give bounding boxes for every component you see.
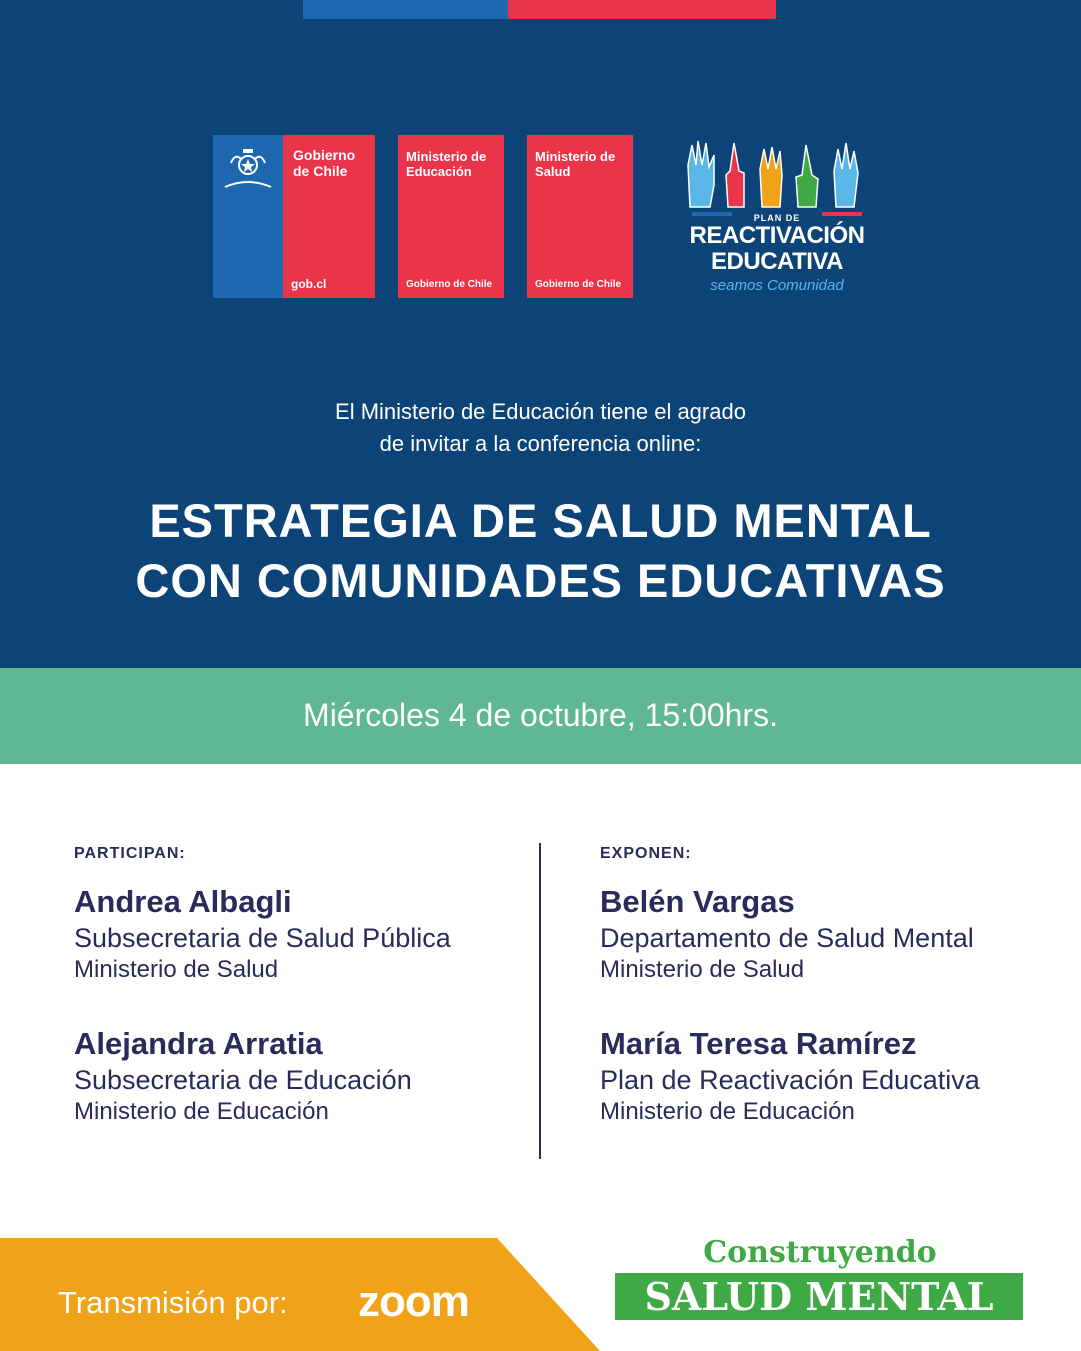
gobierno-logo-blue bbox=[213, 135, 283, 298]
participant-name: Alejandra Arratia bbox=[74, 1026, 323, 1061]
campaign-line1: Construyendo bbox=[703, 1235, 937, 1270]
invitation-text bbox=[0, 396, 1081, 460]
reactivacion-small-label: PLAN DE bbox=[753, 213, 801, 223]
speaker-role: Plan de Reactivación Educativa bbox=[600, 1065, 980, 1095]
speaker-org: Ministerio de Educación bbox=[600, 1098, 855, 1125]
exponen-label: EXPONEN: bbox=[600, 845, 692, 862]
zoom-logo: zoom bbox=[358, 1277, 469, 1326]
column-divider bbox=[539, 843, 541, 1159]
reactivacion-title-line1: REACTIVACIÓN bbox=[689, 222, 865, 249]
participant-role: Subsecretaria de Educación bbox=[74, 1065, 412, 1095]
speaker-name: María Teresa Ramírez bbox=[600, 1026, 917, 1061]
participant-org: Ministerio de Educación bbox=[74, 1098, 329, 1125]
salud-logo-footer: Gobierno de Chile bbox=[535, 279, 622, 290]
speaker-card bbox=[600, 883, 1070, 985]
speaker-card bbox=[600, 1025, 1070, 1127]
speaker-name: Belén Vargas bbox=[600, 884, 795, 919]
speaker-role: Departamento de Salud Mental bbox=[600, 923, 974, 953]
event-title-line2: CON COMUNIDADES EDUCATIVAS bbox=[135, 554, 946, 607]
raised-hands-icon bbox=[684, 135, 874, 210]
transmission-label: Transmisión por: bbox=[58, 1285, 288, 1320]
ministerio-educacion-logo bbox=[398, 135, 504, 298]
speaker-org: Ministerio de Salud bbox=[600, 956, 805, 983]
event-title bbox=[0, 491, 1081, 611]
participant-org: Ministerio de Salud bbox=[74, 956, 279, 983]
event-title-line1: ESTRATEGIA DE SALUD MENTAL bbox=[149, 494, 932, 547]
invitation-line2: de invitar a la conferencia online: bbox=[379, 431, 702, 456]
reactivacion-educativa-logo bbox=[684, 135, 874, 300]
participant-card bbox=[74, 883, 524, 985]
participan-label: PARTICIPAN: bbox=[74, 845, 186, 862]
gobierno-logo-title: Gobierno de Chile bbox=[293, 147, 356, 179]
invitation-line1: El Ministerio de Educación tiene el agrado bbox=[335, 399, 746, 424]
salud-logo-title: Ministerio de Salud bbox=[535, 149, 616, 179]
educacion-logo-footer: Gobierno de Chile bbox=[406, 279, 493, 290]
educacion-logo-title: Ministerio de Educación bbox=[406, 149, 487, 179]
reactivacion-tagline: seamos Comunidad bbox=[710, 277, 844, 294]
participant-role: Subsecretaria de Salud Pública bbox=[74, 923, 451, 953]
coat-of-arms-icon bbox=[213, 143, 283, 203]
exponen-column bbox=[600, 845, 1070, 1127]
participant-name: Andrea Albagli bbox=[74, 884, 292, 919]
campaign-line2: SALUD MENTAL bbox=[644, 1274, 994, 1319]
gobierno-logo-footer: gob.cl bbox=[291, 277, 327, 291]
event-date: Miércoles 4 de octubre, 15:00hrs. bbox=[303, 697, 778, 733]
reactivacion-title-line2: EDUCATIVA bbox=[711, 248, 843, 275]
flag-stripe-blue bbox=[303, 0, 508, 19]
gobierno-logo-red bbox=[283, 135, 375, 298]
participan-column bbox=[74, 845, 524, 1127]
ministerio-salud-logo bbox=[527, 135, 633, 298]
flag-stripe-red bbox=[508, 0, 776, 19]
participant-card bbox=[74, 1025, 524, 1127]
